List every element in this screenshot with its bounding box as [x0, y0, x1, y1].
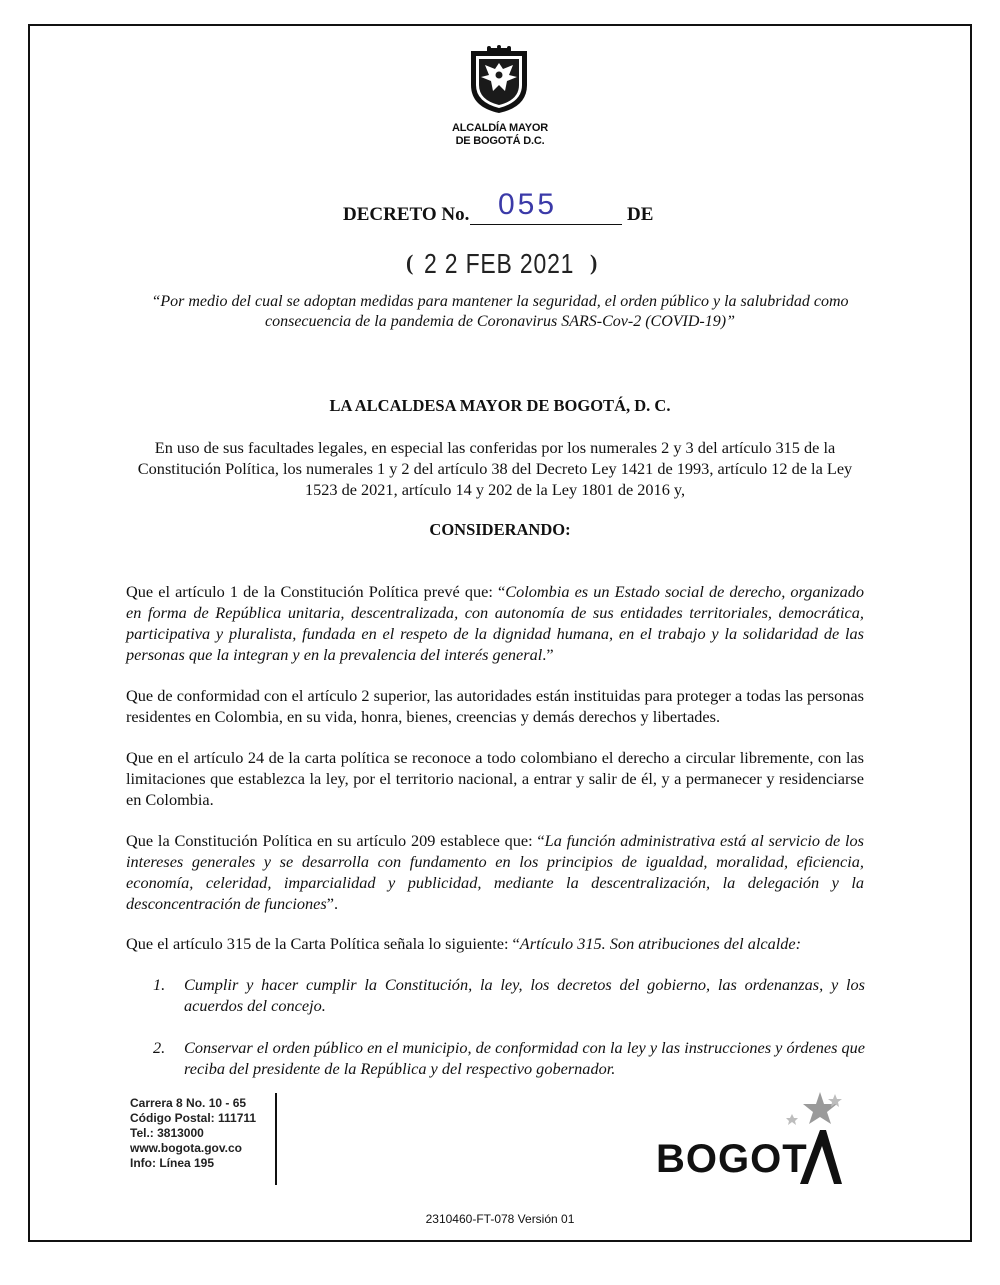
- paragraph-4: [126, 830, 864, 914]
- logo-star-tiny-icon: [786, 1114, 798, 1125]
- decree-de-label: DE: [627, 204, 654, 225]
- entity-line-1: ALCALDÍA MAYOR: [452, 122, 548, 134]
- decree-number-stamp: 055: [498, 188, 558, 221]
- footer-website: www.bogota.gov.co: [130, 1141, 242, 1155]
- date-close-paren: ): [590, 250, 598, 275]
- coat-of-arms-icon: [467, 45, 531, 115]
- bogota-logo: [652, 1090, 852, 1190]
- decree-number-field: [470, 188, 622, 225]
- paragraph-5-text: Que el artículo 315 de la Carta Política señala lo siguiente: “: [126, 934, 520, 953]
- date-stamp: 2 2 FEB 2021: [424, 248, 575, 279]
- paragraph-5-quote: Artículo 315. Son atribuciones del alcalde:: [519, 934, 802, 953]
- footer-phone: Tel.: 3813000: [130, 1126, 204, 1140]
- footer-address: Carrera 8 No. 10 - 65: [130, 1096, 247, 1110]
- entity-name: [400, 122, 600, 148]
- paragraph-5: [126, 933, 864, 954]
- paragraph-4-end: ”.: [326, 894, 339, 913]
- footer-contact: [130, 1096, 256, 1171]
- paragraph-4-text: Que la Constitución Política en su artículo 209 establece que: “: [126, 831, 545, 850]
- list-item-number: 1.: [153, 975, 166, 994]
- logo-star-large-icon: [803, 1092, 837, 1124]
- list-item-text: Cumplir y hacer cumplir la Constitución, la ley, los decretos del gobierno, las ordenanzas, y los acuerdos del concejo.: [184, 975, 865, 1015]
- date-open-paren: (: [406, 250, 414, 275]
- paragraph-1: [126, 581, 864, 665]
- list-item-number: 2.: [153, 1038, 166, 1057]
- footer-divider: [275, 1093, 277, 1185]
- paragraph-1-text: Que el artículo 1 de la Constitución Política prevé que: “: [126, 582, 506, 601]
- authority-heading: LA ALCALDESA MAYOR DE BOGOTÁ, D. C.: [329, 396, 671, 415]
- paragraph-4-quote: La función administrativa está al servicio de los intereses generales y se desarrolla con fundamento en los principios de igualdad, moralidad, eficiencia, economía, celeridad, imparcialidad y publicidad, mediante la descentralización, la delegación y la desconcentración de funciones: [126, 831, 864, 913]
- paragraph-2: Que de conformidad con el artículo 2 superior, las autoridades están instituidas para proteger a todas las personas residentes en Colombia, en su vida, honra, bienes, creencias y demás derechos y libertades.: [126, 686, 864, 726]
- paragraph-1-end: .”: [542, 645, 554, 664]
- list-item-text: Conservar el orden público en el municipio, de conformidad con la ley y las instrucciones y órdenes que reciba del presidente de la República y del respectivo gobernador.: [184, 1038, 865, 1078]
- paragraph-3: Que en el artículo 24 de la carta política se reconoce a todo colombiano el derecho a circular libremente, con las limitaciones que establezca la ley, por el territorio nacional, a entrar y salir de él, y a permanecer y residenciarse en Colombia.: [126, 748, 864, 809]
- paragraph-1-quote: Colombia es un Estado social de derecho, organizado en forma de República unitaria, descentralizada, con autonomía de sus entidades territoriales, democrática, participativa y pluralista, fundada en el respeto de la dignidad humana, en el trabajo y la solidaridad de las personas que la integran y en la prevalencia del interés general: [126, 582, 864, 664]
- logo-wordmark: BOGOT: [656, 1137, 808, 1181]
- footer-postal-code: Código Postal: 111711: [130, 1111, 257, 1125]
- footer-info-line: Info: Línea 195: [130, 1156, 215, 1170]
- preamble: En uso de sus facultades legales, en especial las conferidas por los numerales 2 y 3 del artículo 315 de la Constitución Política, los numerales 1 y 2 del artículo 38 del Decreto Ley 1421 de 1993, artículo 12 de la Ley 1523 de 2021, artículo 14 y 202 de la Ley 1801 de 2016 y,: [137, 438, 853, 499]
- form-code: 2310460-FT-078 Versión 01: [425, 1212, 575, 1226]
- entity-line-2: DE BOGOTÁ D.C.: [455, 135, 545, 147]
- considerando-heading: CONSIDERANDO:: [429, 520, 571, 539]
- decree-subtitle: “Por medio del cual se adoptan medidas para mantener la seguridad, el orden público y la salubridad como consecuencia de la pandemia de Coronavirus SARS-Cov-2 (COVID-19)”: [151, 293, 849, 330]
- decree-label: DECRETO No.: [343, 204, 470, 225]
